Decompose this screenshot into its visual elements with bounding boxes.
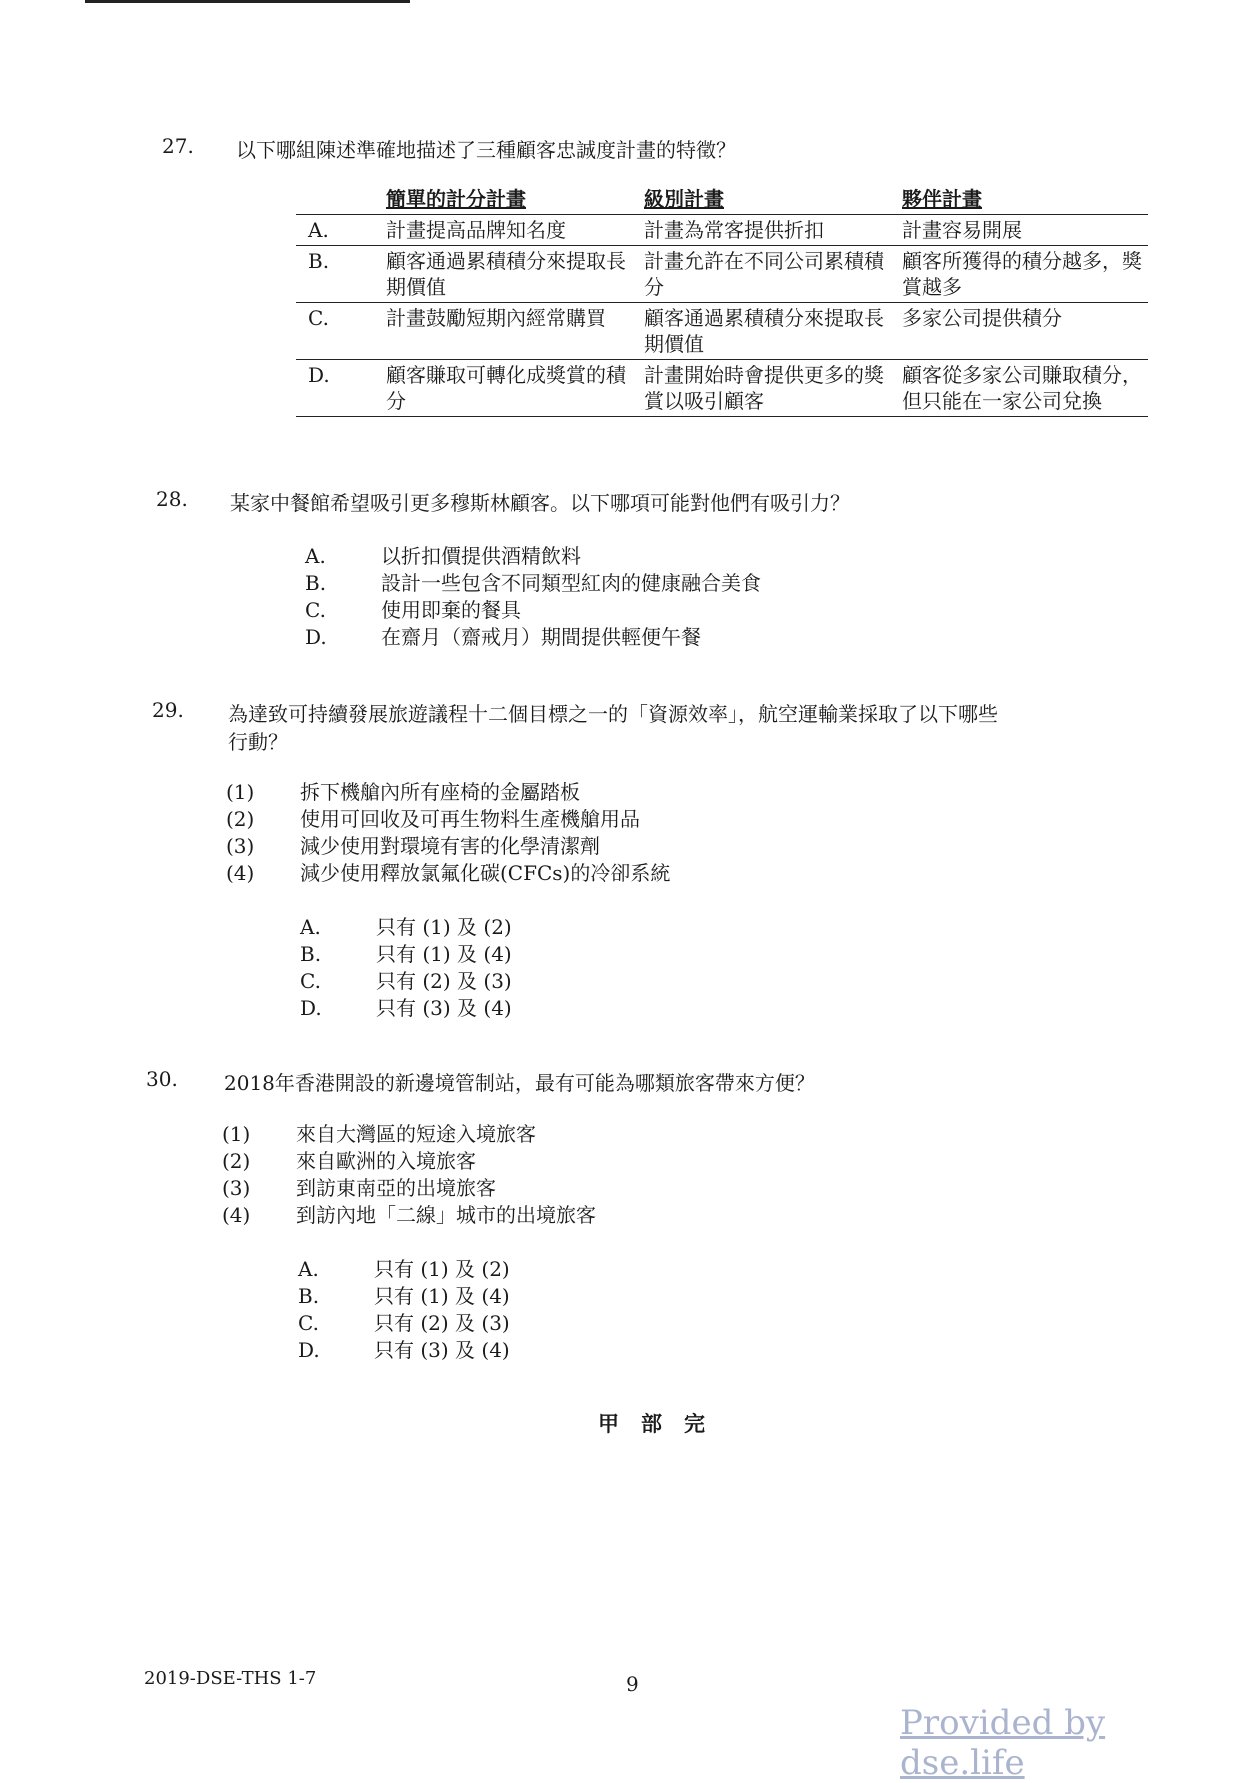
row-label: B. bbox=[296, 246, 386, 303]
statement-label: (1) bbox=[226, 780, 255, 804]
q28-number: 28. bbox=[156, 487, 188, 511]
table-cell: 計畫容易開展 bbox=[902, 215, 1148, 246]
option-text: 只有 (2) 及 (3) bbox=[376, 969, 512, 993]
option-text: 只有 (3) 及 (4) bbox=[376, 996, 512, 1020]
statement-label: (3) bbox=[226, 834, 255, 858]
table-cell: 顧客賺取可轉化成獎賞的積分 bbox=[386, 360, 644, 417]
q30-option-c[interactable] bbox=[298, 1307, 510, 1336]
paper-code: 2019-DSE-THS 1-7 bbox=[144, 1668, 317, 1689]
table-cell: 多家公司提供積分 bbox=[902, 303, 1148, 360]
q30-text: 2018年香港開設的新邊境管制站，最有可能為哪類旅客帶來方便？ bbox=[224, 1071, 815, 1095]
option-text: 只有 (2) 及 (3) bbox=[374, 1311, 510, 1335]
statement-label: (3) bbox=[222, 1176, 251, 1200]
statement-label: (2) bbox=[222, 1149, 251, 1173]
q30-statement bbox=[222, 1145, 476, 1174]
top-rule bbox=[85, 0, 410, 3]
q28-text: 某家中餐館希望吸引更多穆斯林顧客。以下哪項可能對他們有吸引力？ bbox=[230, 491, 850, 515]
table-cell: 顧客從多家公司賺取積分，但只能在一家公司兌換 bbox=[902, 360, 1148, 417]
q28-option-d[interactable] bbox=[305, 621, 701, 650]
q30-option-a[interactable] bbox=[298, 1253, 510, 1282]
q29-option-a[interactable] bbox=[300, 911, 512, 940]
option-label: A. bbox=[305, 544, 326, 568]
option-label: D. bbox=[305, 625, 327, 649]
table-row bbox=[296, 246, 1148, 303]
statement-text: 到訪內地「二線」城市的出境旅客 bbox=[296, 1203, 596, 1227]
option-text: 在齋月（齋戒月）期間提供輕便午餐 bbox=[381, 625, 701, 649]
statement-label: (2) bbox=[226, 807, 255, 831]
table-cell: 計畫提高品牌知名度 bbox=[386, 215, 644, 246]
q28-option-b[interactable] bbox=[305, 567, 761, 596]
statement-text: 來自歐洲的入境旅客 bbox=[296, 1149, 476, 1173]
q29-statement bbox=[226, 830, 600, 859]
table-cell: 計畫為常客提供折扣 bbox=[644, 215, 902, 246]
table-header: 級別計畫 bbox=[644, 187, 724, 211]
option-label: D. bbox=[298, 1338, 320, 1362]
option-label: A. bbox=[300, 915, 321, 939]
q28-option-c[interactable] bbox=[305, 594, 521, 623]
q29-option-d[interactable] bbox=[300, 992, 512, 1021]
table-cell: 計畫允許在不同公司累積積分 bbox=[644, 246, 902, 303]
statement-text: 拆下機艙內所有座椅的金屬踏板 bbox=[300, 780, 580, 804]
option-label: D. bbox=[300, 996, 322, 1020]
q30-statement bbox=[222, 1172, 496, 1201]
option-text: 只有 (1) 及 (4) bbox=[376, 942, 512, 966]
q28-option-a[interactable] bbox=[305, 540, 581, 569]
q29-number: 29. bbox=[152, 698, 184, 722]
q29-statement bbox=[226, 803, 640, 832]
row-label: A. bbox=[296, 215, 386, 246]
statement-label: (4) bbox=[222, 1203, 251, 1227]
q27-text: 以下哪組陳述準確地描述了三種顧客忠誠度計畫的特徵？ bbox=[236, 138, 736, 162]
table-row bbox=[296, 215, 1148, 246]
table-row bbox=[296, 303, 1148, 360]
table-cell: 計畫鼓勵短期內經常購買 bbox=[386, 303, 644, 360]
q30-option-d[interactable] bbox=[298, 1334, 510, 1363]
q29-text-line2: 行動？ bbox=[228, 730, 288, 754]
q30-statement bbox=[222, 1199, 596, 1228]
q30-option-b[interactable] bbox=[298, 1280, 510, 1309]
statement-text: 使用可回收及可再生物料生產機艙用品 bbox=[300, 807, 640, 831]
statement-text: 減少使用釋放氯氟化碳(CFCs)的冷卻系統 bbox=[300, 861, 671, 885]
option-text: 只有 (1) 及 (2) bbox=[376, 915, 512, 939]
option-text: 設計一些包含不同類型紅肉的健康融合美食 bbox=[381, 571, 761, 595]
q29-statement bbox=[226, 776, 580, 805]
option-label: C. bbox=[300, 969, 321, 993]
statement-label: (1) bbox=[222, 1122, 251, 1146]
option-label: C. bbox=[305, 598, 326, 622]
option-text: 以折扣價提供酒精飲料 bbox=[381, 544, 581, 568]
table-cell: 顧客通過累積積分來提取長期價值 bbox=[386, 246, 644, 303]
statement-label: (4) bbox=[226, 861, 255, 885]
option-label: B. bbox=[298, 1284, 320, 1308]
q29-text-line1: 為達致可持續發展旅遊議程十二個目標之一的「資源效率」，航空運輸業採取了以下哪些 bbox=[228, 702, 998, 726]
row-label: D. bbox=[296, 360, 386, 417]
q27-number: 27. bbox=[162, 134, 194, 158]
table-row bbox=[296, 360, 1148, 417]
option-label: B. bbox=[300, 942, 322, 966]
q27-comparison-table bbox=[296, 183, 1148, 417]
option-text: 只有 (1) 及 (2) bbox=[374, 1257, 510, 1281]
option-text: 只有 (1) 及 (4) bbox=[374, 1284, 510, 1308]
table-header: 簡單的計分計畫 bbox=[386, 187, 526, 211]
option-text: 只有 (3) 及 (4) bbox=[374, 1338, 510, 1362]
row-label: C. bbox=[296, 303, 386, 360]
table-cell: 顧客通過累積積分來提取長期價值 bbox=[644, 303, 902, 360]
q30-statement bbox=[222, 1118, 536, 1147]
table-cell: 顧客所獲得的積分越多，獎賞越多 bbox=[902, 246, 1148, 303]
table-cell: 計畫開始時會提供更多的獎賞以吸引顧客 bbox=[644, 360, 902, 417]
option-label: A. bbox=[298, 1257, 319, 1281]
q30-number: 30. bbox=[146, 1067, 178, 1091]
q29-option-c[interactable] bbox=[300, 965, 512, 994]
statement-text: 減少使用對環境有害的化學清潔劑 bbox=[300, 834, 600, 858]
statement-text: 到訪東南亞的出境旅客 bbox=[296, 1176, 496, 1200]
option-label: C. bbox=[298, 1311, 319, 1335]
q29-statement bbox=[226, 857, 670, 886]
section-end-heading: 甲部完 bbox=[598, 1411, 727, 1436]
watermark-link[interactable]: Provided by dse.life bbox=[900, 1703, 1106, 1783]
option-label: B. bbox=[305, 571, 327, 595]
table-header: 夥伴計畫 bbox=[902, 187, 982, 211]
q29-option-b[interactable] bbox=[300, 938, 512, 967]
option-text: 使用即棄的餐具 bbox=[381, 598, 521, 622]
page-number: 9 bbox=[626, 1672, 639, 1696]
statement-text: 來自大灣區的短途入境旅客 bbox=[296, 1122, 536, 1146]
